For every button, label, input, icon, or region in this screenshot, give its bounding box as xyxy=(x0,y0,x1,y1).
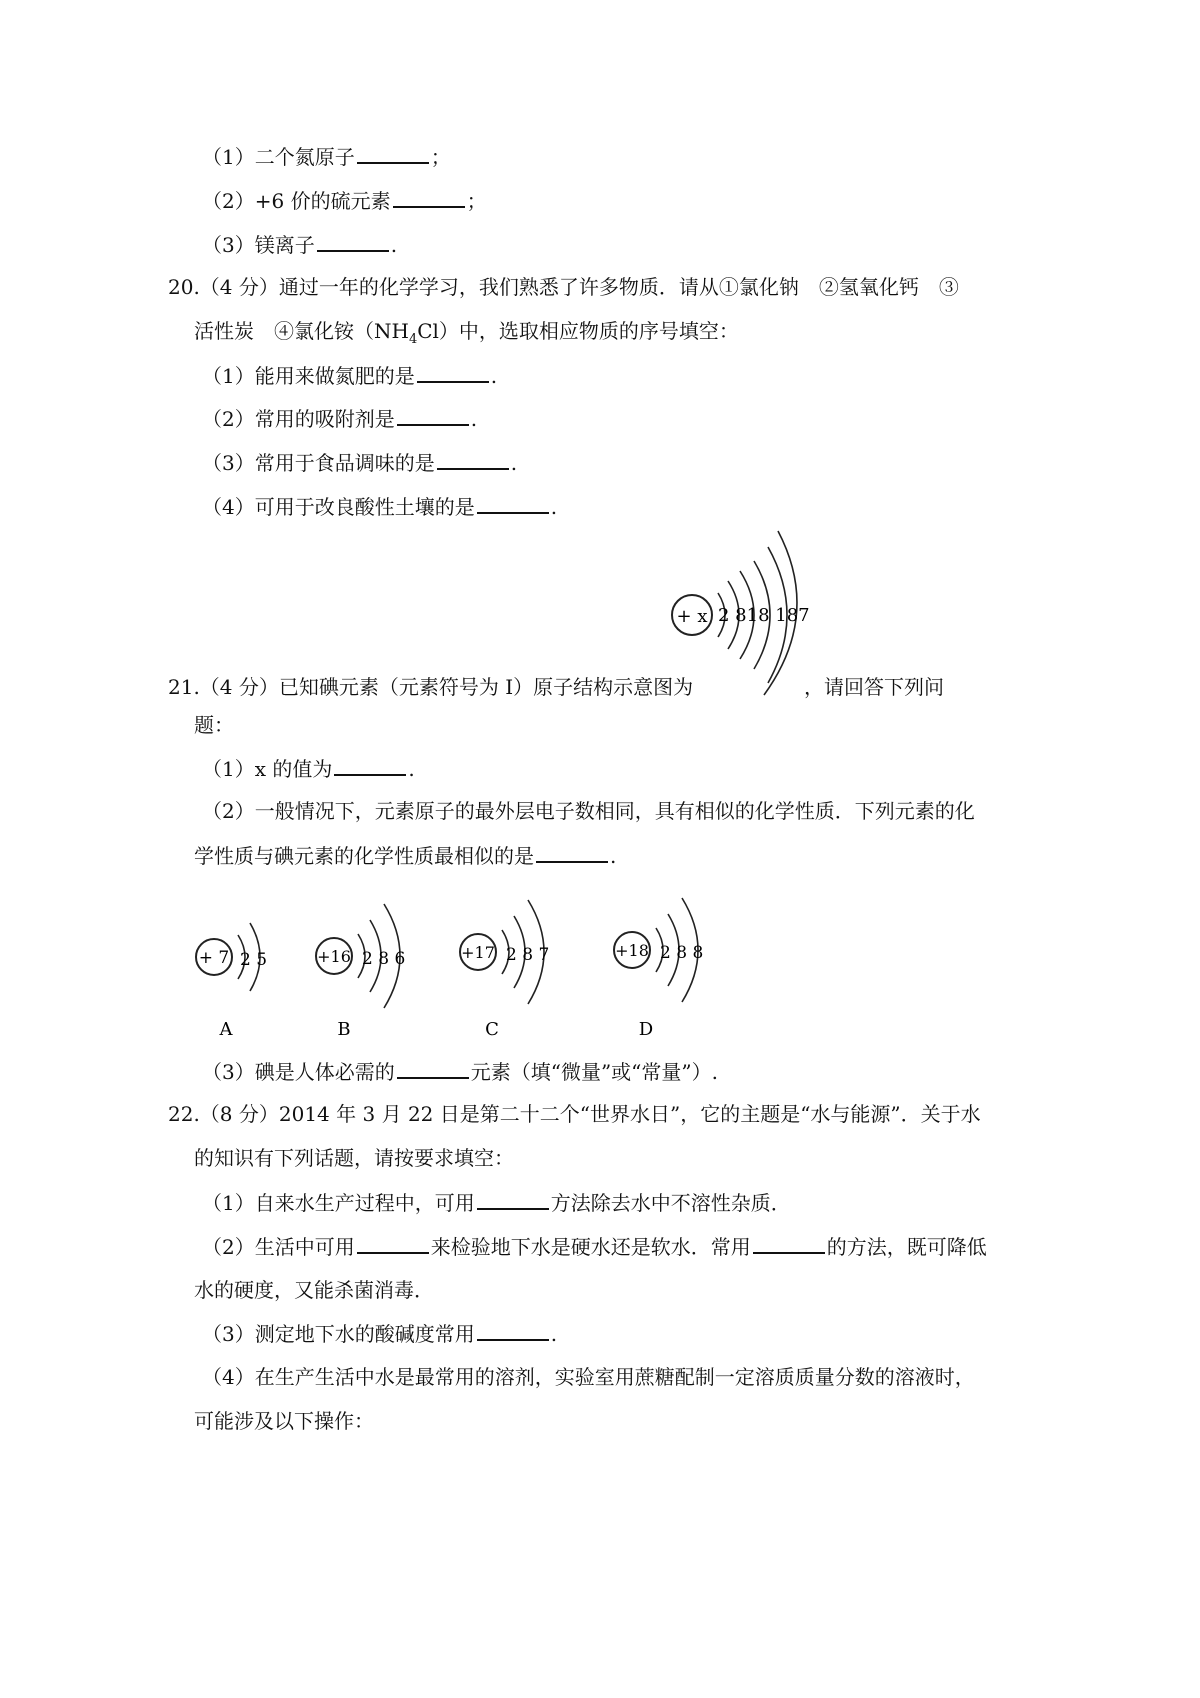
q22-item-1-text: （1）自来水生产过程中，可用 xyxy=(202,1191,475,1215)
q19-item-2-text: （2）+6 价的硫元素 xyxy=(202,189,391,213)
q20-item-3-end: . xyxy=(510,451,518,475)
q20-item-1 xyxy=(202,361,497,390)
q21-item-2-line-2 xyxy=(194,841,616,870)
q20-formula-subscript: 4 xyxy=(408,332,418,347)
q20-item-4 xyxy=(202,492,557,521)
answer-blank[interactable] xyxy=(437,448,509,470)
q22-item-3-end: . xyxy=(550,1322,558,1346)
q19-item-1-text: （1）二个氮原子 xyxy=(202,145,355,169)
electron-counts: 2 8 7 xyxy=(506,945,550,965)
answer-blank[interactable] xyxy=(317,230,389,252)
electron-counts: 2 5 xyxy=(240,950,268,970)
answer-blank[interactable] xyxy=(753,1232,825,1254)
answer-blank[interactable] xyxy=(393,186,465,208)
q21-item-1-text: （1）x 的值为 xyxy=(202,757,333,781)
electron-counts: 2 818 187 xyxy=(718,605,810,626)
answer-blank[interactable] xyxy=(357,142,429,164)
q21-item-3-end: 元素（填“微量”或“常量”）. xyxy=(470,1060,718,1084)
q20-item-4-text: （4）可用于改良酸性土壤的是 xyxy=(202,495,475,519)
answer-blank[interactable] xyxy=(536,841,608,863)
q22-item-2-text-c: 的方法，既可降低 xyxy=(826,1235,987,1259)
q21-stem-line-1-b: ，请回答下列问 xyxy=(804,675,944,699)
option-a-atom-diagram xyxy=(186,905,296,1045)
q21-item-2-line-1: （2）一般情况下，元素原子的最外层电子数相同，具有相似的化学性质．下列元素的化 xyxy=(202,799,975,823)
q22-item-3 xyxy=(202,1319,557,1348)
q21-stem-line-1-a: 21.（4 分）已知碘元素（元素符号为 I）原子结构示意图为 xyxy=(168,675,694,699)
option-label: A xyxy=(219,1019,233,1040)
q19-item-1 xyxy=(202,142,451,171)
electron-counts: 2 8 6 xyxy=(362,949,406,969)
q20-item-1-end: . xyxy=(490,364,498,388)
nucleus-charge: + x xyxy=(676,606,708,627)
answer-blank[interactable] xyxy=(334,754,406,776)
answer-blank[interactable] xyxy=(477,492,549,514)
q21-item-1 xyxy=(202,754,415,783)
q19-item-3-end: . xyxy=(390,233,398,257)
q20-item-4-end: . xyxy=(550,495,558,519)
option-b-atom-diagram xyxy=(304,880,434,1045)
q22-item-2-line-1 xyxy=(202,1232,987,1261)
nucleus-charge: +16 xyxy=(317,947,351,966)
q22-item-1 xyxy=(202,1188,791,1217)
q20-item-1-text: （1）能用来做氮肥的是 xyxy=(202,364,415,388)
q20-item-3 xyxy=(202,448,517,477)
answer-blank[interactable] xyxy=(477,1319,549,1341)
q20-item-3-text: （3）常用于食品调味的是 xyxy=(202,451,435,475)
option-c-atom-diagram xyxy=(450,880,580,1045)
q22-stem-line-2: 的知识有下列话题，请按要求填空： xyxy=(194,1146,514,1170)
q21-item-1-end: . xyxy=(408,757,415,781)
q21-stem-line-2: 题： xyxy=(194,713,234,737)
q22-item-4-line-2: 可能涉及以下操作： xyxy=(194,1409,374,1433)
q21-item-3-text: （3）碘是人体必需的 xyxy=(202,1060,395,1084)
q20-item-2-end: . xyxy=(470,407,478,431)
answer-blank[interactable] xyxy=(397,1057,469,1079)
q22-stem-line-1: 22.（8 分）2014 年 3 月 22 日是第二十二个“世界水日”，它的主题是“水与能源”．关于水 xyxy=(168,1102,981,1126)
q21-item-2-end: . xyxy=(610,844,617,868)
q20-item-2 xyxy=(202,404,477,433)
q21-item-3 xyxy=(202,1057,718,1086)
answer-blank[interactable] xyxy=(477,1188,549,1210)
q22-item-2-text-a: （2）生活中可用 xyxy=(202,1235,355,1259)
answer-blank[interactable] xyxy=(357,1232,429,1254)
q20-stem-line-2 xyxy=(194,317,739,354)
option-d-atom-diagram xyxy=(602,880,732,1045)
q20-item-2-text: （2）常用的吸附剂是 xyxy=(202,407,395,431)
option-label: C xyxy=(485,1019,499,1040)
option-label: B xyxy=(337,1019,351,1040)
q22-item-4-line-1: （4）在生产生活中水是最常用的溶剂，实验室用蔗糖配制一定溶质质量分数的溶液时， xyxy=(202,1365,975,1389)
q21-item-2-text: 学性质与碘元素的化学性质最相似的是 xyxy=(194,844,534,868)
q19-item-3-text: （3）镁离子 xyxy=(202,233,315,257)
q22-item-1-end: 方法除去水中不溶性杂质． xyxy=(550,1191,791,1215)
option-label: D xyxy=(638,1019,654,1040)
nucleus-charge: +18 xyxy=(615,941,649,960)
q22-item-2-text-b: 来检验地下水是硬水还是软水．常用 xyxy=(430,1235,751,1259)
nucleus-charge: +17 xyxy=(461,943,495,962)
q22-item-2-line-2: 水的硬度，又能杀菌消毒． xyxy=(194,1278,434,1302)
q19-item-2 xyxy=(202,186,487,215)
q19-item-2-end: ； xyxy=(466,189,487,213)
q19-item-3 xyxy=(202,230,397,259)
electron-counts: 2 8 8 xyxy=(660,943,704,963)
q19-item-1-end: ； xyxy=(430,145,451,169)
q20-stem-line-2-a: 活性炭 ④氯化铵（NH xyxy=(194,319,409,343)
answer-blank[interactable] xyxy=(417,361,489,383)
q22-item-3-text: （3）测定地下水的酸碱度常用 xyxy=(202,1322,475,1346)
nucleus-charge: + 7 xyxy=(198,948,230,968)
q20-stem-line-1: 20.（4 分）通过一年的化学学习，我们熟悉了许多物质．请从①氯化钠 ②氢氧化钙 ③ xyxy=(168,275,959,299)
answer-blank[interactable] xyxy=(397,404,469,426)
q20-stem-line-2-b: Cl）中，选取相应物质的序号填空： xyxy=(417,319,739,343)
